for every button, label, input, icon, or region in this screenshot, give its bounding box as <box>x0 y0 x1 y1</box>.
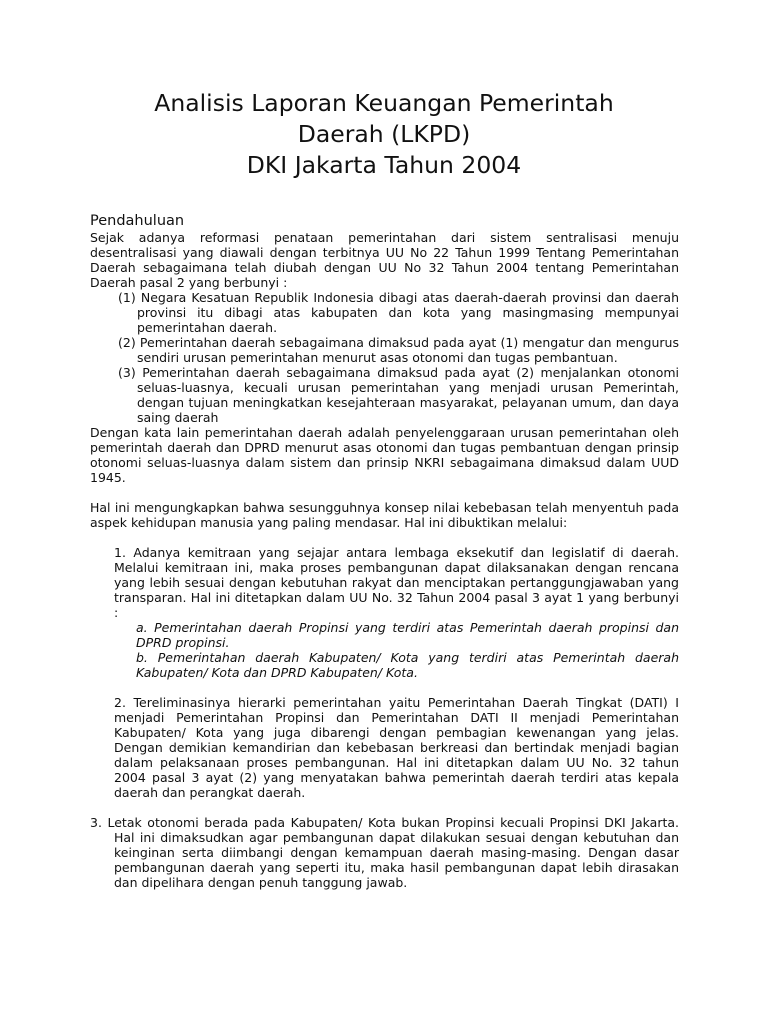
point-1-b: b. Pemerintahan daerah Kabupaten/ Kota yang terdiri atas Pemerintah daerah Kabupaten/ Kota dan DPRD Kabupaten/ Kota. <box>136 650 679 680</box>
point-1-a: a. Pemerintahan daerah Propinsi yang terdiri atas Pemerintah daerah propinsi dan DPRD propinsi. <box>136 620 679 650</box>
point-2: 2. Tereliminasinya hierarki pemerintahan yaitu Pemerintahan Daerah Tingkat (DATI) I menjadi Pemerintahan Propinsi dan Pemerintahan DATI II menjadi Pemerintahan Kabupaten/ Kota yang juga dibarengi dengan pembagian kewenangan yang jelas. Dengan demikian kemandirian dan kebebasan berkreasi dan bertindak menjadi bagian dalam pelaksanaan proses pembangunan. Hal ini ditetapkan dalam UU No. 32 tahun 2004 pasal 3 ayat (2) yang menyatakan bahwa pemerintah daerah terdiri atas kepala daerah dan perangkat daerah. <box>114 695 679 800</box>
pasal2-item: (1) Negara Kesatuan Republik Indonesia dibagi atas daerah-daerah provinsi dan daerah provinsi itu dibagi atas kabupaten dan kota yang masingmasing mempunyai pemerintahan daerah. <box>118 290 679 335</box>
point-1: 1. Adanya kemitraan yang sejajar antara lembaga eksekutif dan legislatif di daerah. Melalui kemitraan ini, maka proses pembangunan dapat dilaksanakan dengan rencana yang lebih sesuai dengan kebutuhan rakyat dan menciptakan pertanggungjawaban yang transparan. Hal ini ditetapkan dalam UU No. 32 Tahun 2004 pasal 3 ayat 1 yang berbunyi : <box>114 545 679 620</box>
pasal2-item: (2) Pemerintahan daerah sebagaimana dimaksud pada ayat (1) mengatur dan mengurus sendiri urusan pemerintahan menurut asas otonomi dan tugas pembantuan. <box>118 335 679 365</box>
pasal2-list <box>90 290 679 425</box>
title-line-3: DKI Jakarta Tahun 2004 <box>246 151 522 179</box>
document-body <box>90 213 679 890</box>
title-line-2: Daerah (LKPD) <box>297 120 471 148</box>
transition-paragraph: Hal ini mengungkapkan bahwa sesungguhnya konsep nilai kebebasan telah menyentuh pada aspek kehidupan manusia yang paling mendasar. Hal ini dibuktikan melalui: <box>90 500 679 530</box>
intro-paragraph: Sejak adanya reformasi penataan pemerintahan dari sistem sentralisasi menuju desentralisasi yang diawali dengan terbitnya UU No 22 Tahun 1999 Tentang Pemerintahan Daerah sebagaimana telah diubah dengan UU No 32 Tahun 2004 tentang Pemerintahan Daerah pasal 2 yang berbunyi : <box>90 230 679 290</box>
conclusion-paragraph: Dengan kata lain pemerintahan daerah adalah penyelenggaraan urusan pemerintahan oleh pemerintah daerah dan DPRD menurut asas otonomi dan tugas pembantuan dengan prinsip otonomi seluas-luasnya dalam sistem dan prinsip NKRI sebagaimana dimaksud dalam UUD 1945. <box>90 425 679 485</box>
document-title <box>60 88 708 181</box>
title-line-1: Analisis Laporan Keuangan Pemerintah <box>154 89 614 117</box>
pasal2-item: (3) Pemerintahan daerah sebagaimana dimaksud pada ayat (2) menjalankan otonomi seluas-luasnya, kecuali urusan pemerintahan yang menjadi urusan Pemerintah, dengan tujuan meningkatkan kesejahteraan masyarakat, pelayanan umum, dan daya saing daerah <box>118 365 679 425</box>
point-3: 3. Letak otonomi berada pada Kabupaten/ Kota bukan Propinsi kecuali Propinsi DKI Jakarta. Hal ini dimaksudkan agar pembangunan dapat dilakukan sesuai dengan kebutuhan dan keinginan serta diimbangi dengan kemampuan daerah masing-masing. Dengan dasar pembangunan daerah yang seperti itu, maka hasil pembangunan dapat lebih dirasakan dan dipelihara dengan penuh tanggung jawab. <box>90 815 679 890</box>
section-heading: Pendahuluan <box>90 213 185 229</box>
